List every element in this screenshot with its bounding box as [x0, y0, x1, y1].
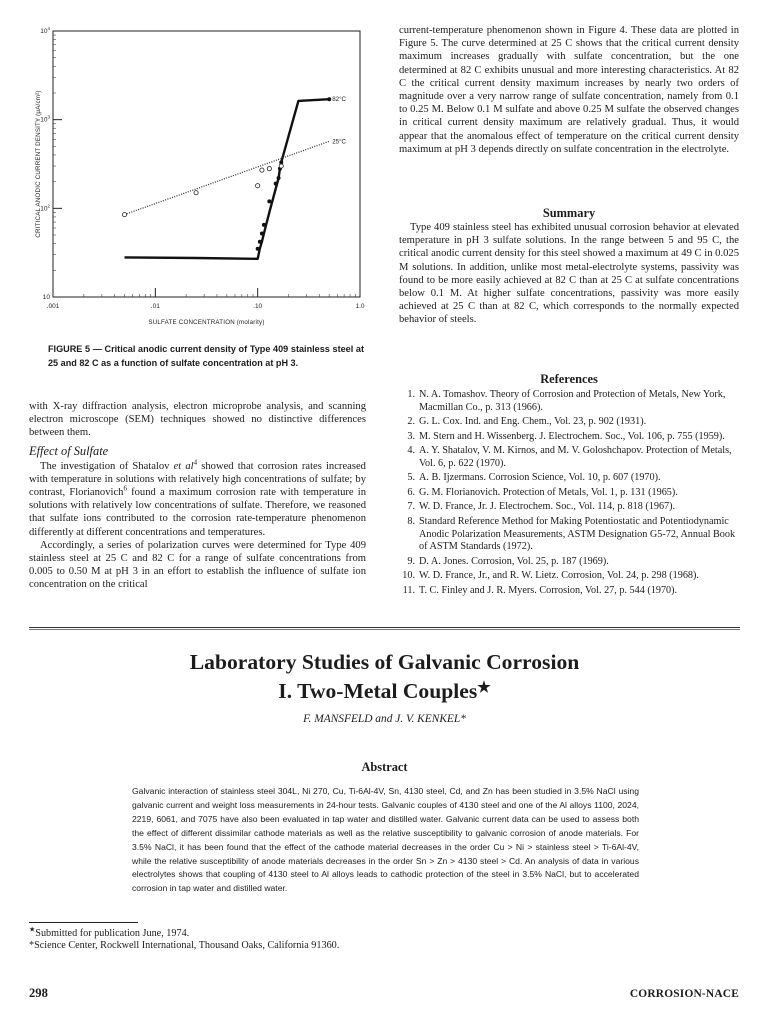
footnote-rule: [29, 922, 138, 923]
references-heading: References: [540, 372, 598, 386]
abstract-heading: Abstract: [361, 760, 408, 774]
series-point-82c: [277, 176, 281, 180]
series-point-82c: [256, 247, 260, 251]
et-al-text: et al: [173, 460, 194, 472]
summary-body: [399, 221, 739, 327]
x-tick-label: .01: [150, 303, 160, 310]
reference-text: A. B. Ijzermans. Corrosion Science, Vol. 10, p. 607 (1970).: [419, 472, 661, 484]
reference-item: [399, 516, 741, 554]
series-point-25c: [267, 167, 271, 171]
reference-text: W. D. France, Jr., and R. W. Lietz. Corrosion, Vol. 24, p. 298 (1968).: [419, 570, 699, 582]
summary-heading: Summary: [542, 206, 596, 220]
reference-text: G. L. Cox. Ind. and Eng. Chem., Vol. 23, p. 902 (1931).: [419, 416, 647, 428]
figure-5-chart: [28, 20, 380, 330]
y-axis-label: CRITICAL ANODIC CURRENT DENSITY (μA/cm²): [35, 90, 42, 238]
reference-item: [399, 501, 741, 514]
references-list: [399, 389, 741, 599]
footnote-submitted-text: Submitted for publication June, 1974.: [35, 928, 190, 939]
paragraph-shatalov: [29, 460, 366, 539]
series-point-25c: [122, 212, 126, 216]
series-point-82c: [327, 97, 331, 101]
reference-item: [399, 431, 741, 444]
footnote-submitted: [29, 925, 379, 940]
section-divider: [29, 627, 740, 628]
series-line-25c: [125, 141, 330, 214]
section-heading-effect-of-sulfate: Effect of Sulfate: [29, 443, 109, 458]
reference-number: 7.: [407, 501, 415, 513]
reference-item: [399, 570, 741, 583]
chart-svg: [28, 20, 380, 330]
reference-item: [399, 416, 741, 429]
reference-item: [399, 472, 741, 485]
figure-caption: FIGURE 5 — Critical anodic current density of Type 409 stainless steel at 25 and 82 C as a function of sulfate concentration at pH 3.: [48, 344, 364, 368]
reference-item: [399, 585, 741, 598]
reference-text: T. C. Finley and J. R. Myers. Corrosion, Vol. 27, p. 544 (1970).: [419, 584, 678, 596]
reference-text: Standard Reference Method for Making Potentiostatic and Potentiodynamic Anodic Polarization Measurements, ASTM Designation G5-72, Annual Book of ASTM Standards (1972).: [419, 515, 736, 553]
page-number: 298: [29, 986, 48, 1000]
left-column-body: [29, 400, 366, 592]
x-tick-label: .10: [253, 303, 263, 310]
series-label-25c: 25°C: [332, 138, 347, 146]
citation-6: 6: [123, 484, 127, 493]
citation-4: 4: [193, 458, 198, 467]
right-column-body: [399, 24, 739, 156]
y-tick-label: 10: [42, 294, 50, 301]
x-tick-label: 1.0: [355, 303, 365, 310]
series-point-82c: [267, 199, 271, 203]
reference-item: [399, 389, 741, 414]
series-point-25c: [279, 164, 283, 168]
reference-number: 2.: [407, 416, 415, 428]
reference-item: [399, 487, 741, 500]
section-divider-inner: [29, 629, 740, 630]
series-point-25c: [256, 184, 260, 188]
article-title-line1: Laboratory Studies of Galvanic Corrosion: [189, 650, 580, 674]
reference-number: 9.: [407, 555, 415, 567]
series-line-82c: [125, 99, 330, 259]
reference-number: 1.: [407, 389, 415, 400]
series-point-82c: [260, 232, 264, 236]
reference-text: W. D. France, Jr. J. Electrochem. Soc., Vol. 114, p. 818 (1967).: [419, 501, 676, 513]
series-label-82c: 82°C: [332, 96, 347, 104]
footnotes: [29, 925, 379, 953]
summary-paragraph: Type 409 stainless steel has exhibited unusual corrosion behavior at elevated temperature in pH 3 sulfate solutions. In the range between 5 and 95 C, the critical anodic current density for this steel showed a maximum at 49 C in 0.025 M solutions. In addition, unlike most metal-electrolyte systems, passivity was found to be more easily achieved at 82 C than at 25 C at sulfate concentrations below 0.1 M. At higher sulfate concentrations, passivity was more easily achieved at 25 C than at 82 C, which corresponds to the normally expected behavior of steels.: [399, 222, 739, 326]
abstract-body: Galvanic interaction of stainless steel 304L, Ni 270, Cu, Ti-6Al-4V, Sn, 4130 steel, Cd, and Zn has been studied in 3.5% NaCl using galvanic current and weight loss measurements in 24-hour tests. Galvanic couples of 4130 steel and one of the Al alloys 1100, 2024, 2219, 6061, and 7075 have also been evaluated in tap water and distilled water. Galvanic current data can be used to assess both the effect of different dissimilar cathode materials as well as the relative susceptibility to galvanic corrosion of anode materials. For 3.5% NaCl, it has been found that the effect of the cathode material decreases in the order Cu > Ni > stainless steel > Ti-6Al-4V, while the relative susceptibility of anode materials decreases in the order Sn > Zn > 4130 steel > Cd. An analysis of data in various electrolytes shows that coupling of 4130 steel to Al alloys leads to cathodic protection of the steel in 3.5% NaCl, but to accelerated corrosion in tap water and distilled water.: [132, 786, 639, 894]
x-tick-label: .001: [46, 303, 60, 310]
reference-text: A. Y. Shatalov, V. M. Kirnos, and M. V. Goloshchapov. Protection of Metals, Vol. 6, p. 622 (1970).: [419, 445, 732, 469]
x-axis-label: SULFATE CONCENTRATION (molarity): [148, 319, 265, 326]
paragraph-shatalov-a: The investigation of Shatalov: [40, 460, 174, 472]
reference-number: 8.: [407, 515, 415, 527]
paragraph-xray: with X-ray diffraction analysis, electron microprobe analysis, and scanning electron microscope (SEM) techniques showed no distinctive differences between them.: [29, 401, 366, 439]
reference-text: N. A. Tomashov. Theory of Corrosion and Protection of Metals, New York, Macmillan Co., p. 313 (1966).: [419, 389, 726, 413]
series-point-82c: [274, 182, 278, 186]
paragraph-current-temperature: current-temperature phenomenon shown in Figure 4. These data are plotted in Figure 5. The curve determined at 25 C shows that the critical current density maximum increases gradually with sulfate concentration, but the one determined at 82 C exhibits unusual and more interesting characteristics. At 82 C the critical current density maximum increases by nearly two orders of magnitude over a very narrow range of sulfate concentration, namely from 0.1 to 0.25 M. Below 0.1 M sulfate and above 0.25 M sulfate the observed changes in critical current density maximum are relatively gradual. Thus, it would appear that the anomalous effect of temperature on the critical current density maximum at pH 3 depends directly on sulfate concentration in the electrolyte.: [399, 25, 739, 155]
journal-name: CORROSION-NACE: [629, 988, 739, 1000]
paragraph-shatalov-c: found a maximum corrosion rate with temperature in solutions with relatively low concentrations of sulfate. Therefore, we reasoned that sulfate ions contributed to the corrosion rate-temperature phenomenon differently at different concentrations and temperatures.: [29, 487, 366, 538]
y-tick-label: $10^2$: [40, 203, 50, 213]
article-authors: F. MANSFELD and J. V. KENKEL*: [303, 713, 466, 725]
reference-text: D. A. Jones. Corrosion, Vol. 25, p. 187 (1969).: [419, 555, 609, 567]
paragraph-shatalov-b: showed that corrosion rates increased with temperature in solutions with relatively high concentrations of sulfate; by contrast, Florianovich: [29, 460, 366, 499]
reference-number: 11.: [402, 584, 415, 596]
y-tick-label: $10^3$: [40, 114, 50, 124]
series-point-82c: [258, 240, 262, 244]
reference-number: 3.: [407, 430, 415, 442]
reference-number: 6.: [407, 486, 415, 498]
series-point-25c: [260, 168, 264, 172]
reference-text: M. Stern and H. Wissenberg. J. Electrochem. Soc., Vol. 106, p. 755 (1959).: [419, 430, 725, 442]
y-tick-label: $10^4$: [40, 26, 50, 35]
reference-text: G. M. Florianovich. Protection of Metals, Vol. 1, p. 131 (1965).: [419, 486, 678, 498]
reference-number: 5.: [407, 472, 415, 484]
footnote-star-icon: ★: [29, 925, 36, 934]
series-point-82c: [262, 223, 266, 227]
reference-item: [399, 556, 741, 569]
reference-number: 10.: [402, 570, 415, 582]
reference-number: 4.: [407, 445, 415, 457]
paragraph-accordingly: Accordingly, a series of polarization curves were determined for Type 409 stainless steel at 25 C and 82 C for a range of sulfate concentrations from 0.005 to 0.50 M at pH 3 in an effort to establish the influence of sulfate ion concentration on the critical: [29, 539, 366, 591]
series-point-25c: [194, 191, 198, 195]
article-title: [29, 649, 740, 704]
footnote-affiliation: *Science Center, Rockwell International, Thousand Oaks, California 91360.: [29, 940, 340, 952]
title-star-icon: ★: [477, 680, 491, 696]
article-title-line2: I. Two-Metal Couples: [278, 679, 478, 703]
reference-item: [399, 445, 741, 470]
